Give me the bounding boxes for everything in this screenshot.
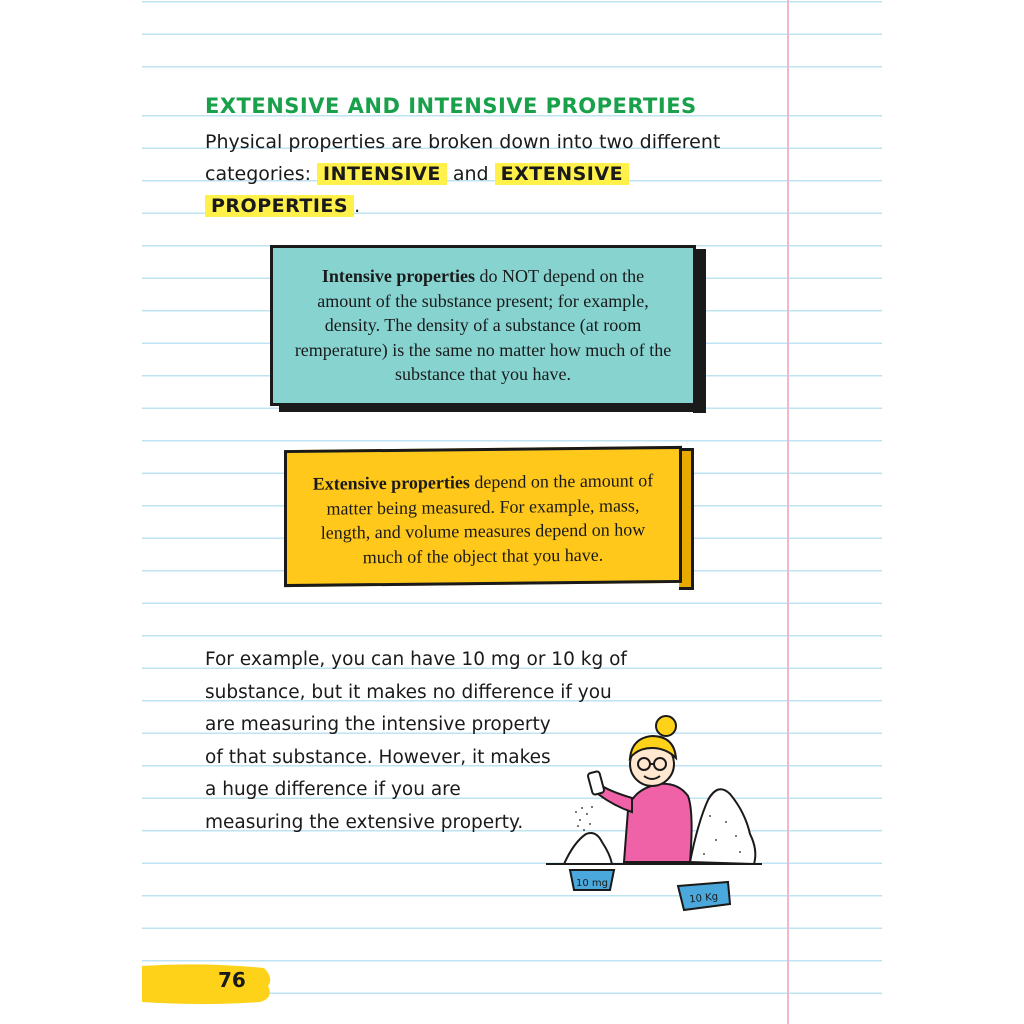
intro-line-2 bbox=[205, 158, 765, 190]
test-tube-icon bbox=[587, 771, 604, 795]
example-line-4: of that substance. However, it makes bbox=[205, 746, 551, 768]
example-line-1: For example, you can have 10 mg or 10 kg of bbox=[205, 649, 627, 670]
intensive-properties-box bbox=[270, 245, 696, 406]
section-heading: EXTENSIVE AND INTENSIVE PROPERTIES bbox=[205, 94, 697, 118]
example-line-2: substance, but it makes no difference if you bbox=[205, 681, 612, 703]
margin-line bbox=[787, 0, 789, 1024]
page-number-tab bbox=[142, 964, 272, 1004]
example-line-6: measuring the extensive property. bbox=[205, 811, 524, 833]
intro-period: . bbox=[354, 195, 361, 217]
small-bowl-label: 10 mg bbox=[576, 878, 608, 889]
page-number: 76 bbox=[218, 968, 246, 992]
example-line-5: a huge difference if you are bbox=[205, 779, 461, 800]
intensive-definition: do NOT depend on the amount of the substance present; for example, density. The density of a substance (at room remperature) is the same no matter how much of the substance that you have. bbox=[294, 266, 672, 384]
highlight-extensive: EXTENSIVE bbox=[495, 163, 629, 185]
intensive-term: Intensive properties bbox=[321, 266, 476, 286]
large-pile-icon bbox=[690, 789, 755, 864]
intro-categories-label: categories: bbox=[205, 163, 311, 185]
pink-sweater bbox=[624, 784, 692, 862]
intro-and: and bbox=[452, 163, 489, 185]
extensive-properties-box bbox=[284, 446, 682, 587]
scientist-illustration bbox=[540, 712, 770, 922]
example-line-3: are measuring the intensive property bbox=[205, 714, 551, 735]
intro-line-1: Physical properties are broken down into two different bbox=[205, 131, 721, 153]
extensive-term: Extensive properties bbox=[312, 472, 470, 494]
highlight-intensive: INTENSIVE bbox=[317, 163, 447, 185]
large-bowl-label: 10 Kg bbox=[688, 891, 719, 906]
extensive-definition: depend on the amount of matter being measured. For example, mass, length, and volume measures depend on how much of the object that you have. bbox=[320, 470, 654, 567]
intro-paragraph bbox=[205, 126, 765, 222]
small-pile-icon bbox=[564, 833, 612, 864]
highlight-properties: PROPERTIES bbox=[205, 195, 354, 217]
intro-line-3 bbox=[205, 190, 765, 222]
hair-bun bbox=[656, 716, 676, 736]
